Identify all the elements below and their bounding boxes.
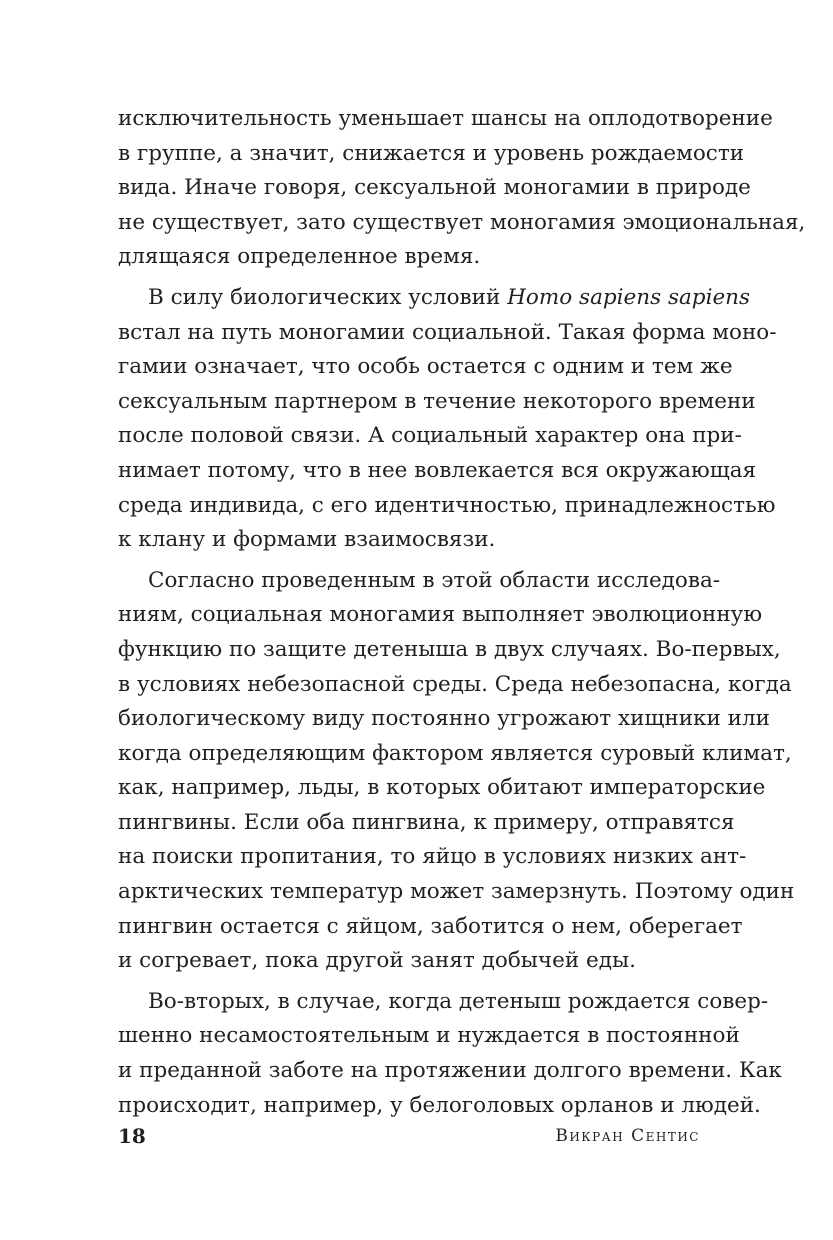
text-line: происходит, например, у белоголовых орланов и людей. xyxy=(118,1092,761,1118)
text-line: биологическому виду постоянно угрожают хищники или xyxy=(118,706,770,732)
text-line: как, например, льды, в которых обитают императорские xyxy=(118,775,766,801)
text-line: ниям, социальная моногамия выполняет эволюционную xyxy=(118,602,763,628)
body-text xyxy=(118,102,806,1123)
text-line: к клану и формами взаимосвязи. xyxy=(118,527,496,553)
text-line: гамии означает, что особь остается с одним и тем же xyxy=(118,354,733,380)
text-line: функцию по защите детеныша в двух случаях. Во-первых, xyxy=(118,636,781,662)
text-line: среда индивида, с его идентичностью, принадлежностью xyxy=(118,492,776,518)
text-line: не существует, зато существует моногамия эмоциональная, xyxy=(118,209,806,235)
text-line: длящаяся определенное время. xyxy=(118,244,481,270)
text-line: в условиях небезопасной среды. Среда небезопасна, когда xyxy=(118,671,792,697)
text-line: Согласно проведенным в этой области исследова- xyxy=(148,567,721,593)
text-line: сексуальным партнером в течение некоторого времени xyxy=(118,388,756,414)
paragraph xyxy=(118,102,806,275)
text-line: В силу биологических условий Homo sapiens sapiens xyxy=(148,284,751,310)
text-line: шенно несамостоятельным и нуждается в постоянной xyxy=(118,1023,740,1049)
page-number: 18 xyxy=(118,1124,146,1148)
text-line: после половой связи. А социальный характер она при- xyxy=(118,423,742,449)
running-head-author: Викран Сентис xyxy=(555,1126,700,1146)
text-line: арктических температур может замерзнуть. Поэтому один xyxy=(118,879,795,905)
paragraph xyxy=(118,985,782,1123)
paragraph xyxy=(118,564,795,979)
text-line: пингвин остается с яйцом, заботится о нем, оберегает xyxy=(118,913,743,939)
text-line: вида. Иначе говоря, сексуальной моногамии в природе xyxy=(118,175,751,201)
text-line: на поиски пропитания, то яйцо в условиях низких ант- xyxy=(118,844,747,870)
text-line: исключительность уменьшает шансы на оплодотворение xyxy=(118,106,773,131)
text-line: встал на путь моногамии социальной. Такая форма моно- xyxy=(118,319,777,345)
text-line: нимает потому, что в нее вовлекается вся окружающая xyxy=(118,457,757,483)
text-line: и преданной заботе на протяжении долгого времени. Как xyxy=(118,1058,782,1084)
text-line: и согревает, пока другой занят добычей еды. xyxy=(118,948,636,974)
paragraph xyxy=(118,281,777,558)
text-line: пингвины. Если оба пингвина, к примеру, отправятся xyxy=(118,809,735,835)
page-footer xyxy=(118,1124,700,1154)
text-line: Во-вторых, в случае, когда детеныш рождается совер- xyxy=(148,988,769,1014)
text-line: в группе, а значит, снижается и уровень рождаемости xyxy=(118,140,745,166)
italic-species-name: Homo sapiens sapiens xyxy=(507,284,751,310)
text-line: когда определяющим фактором является суровый климат, xyxy=(118,740,792,766)
